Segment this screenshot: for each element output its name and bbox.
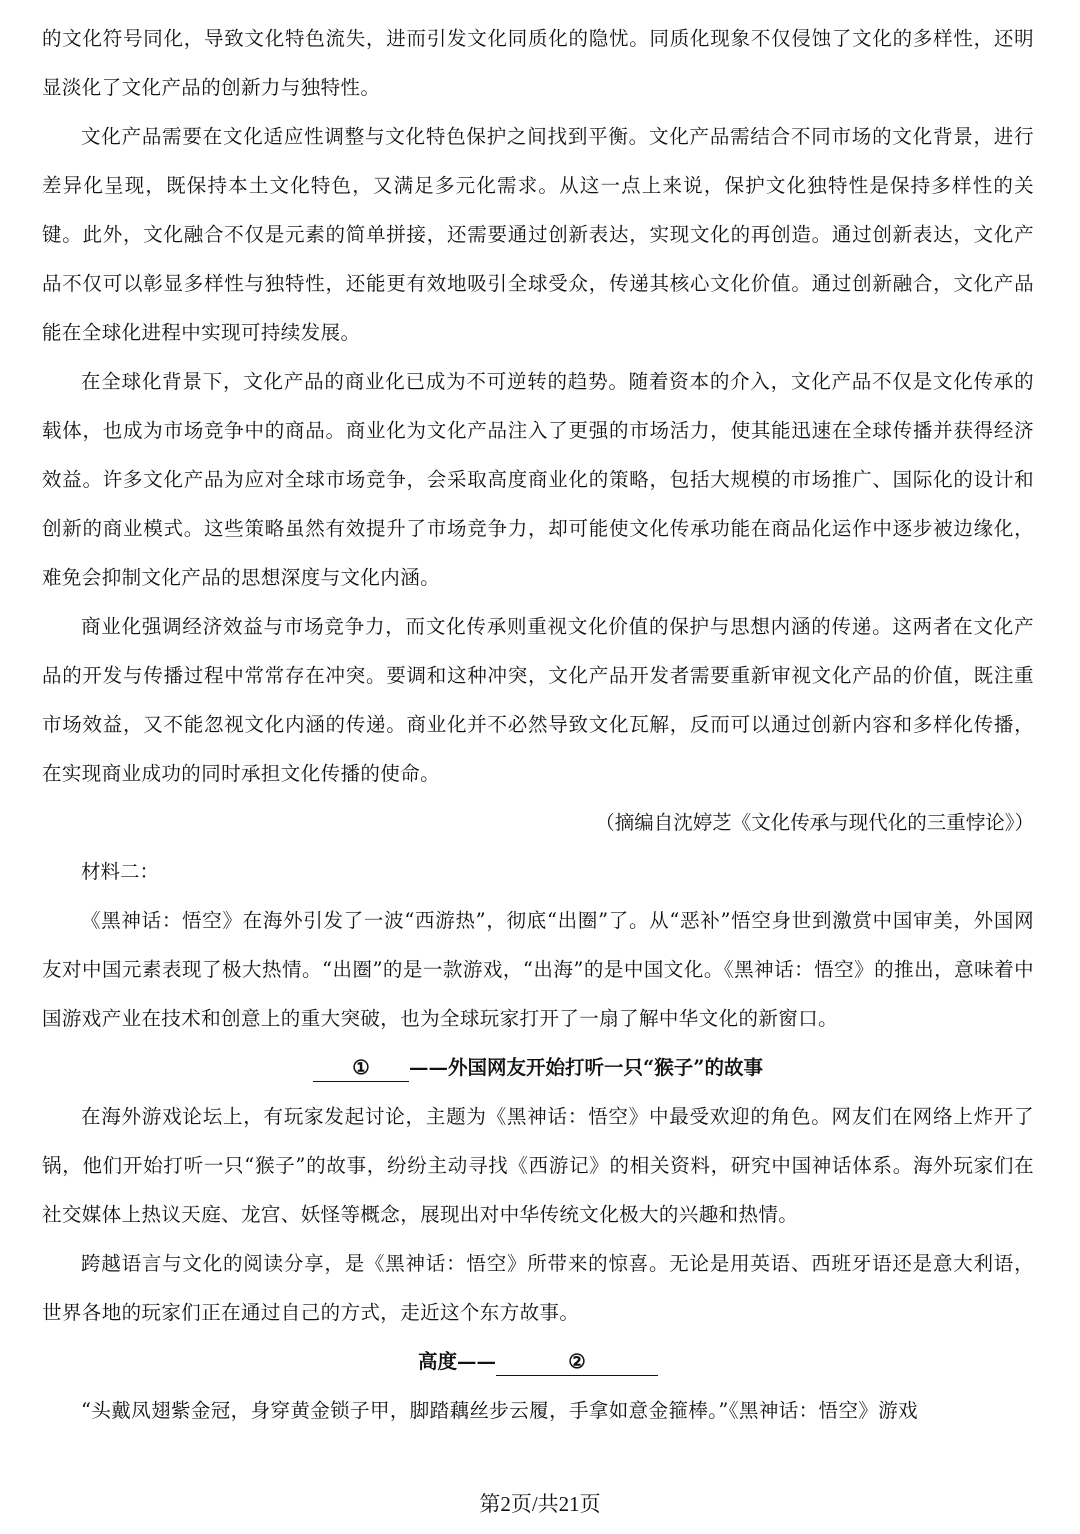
page-footer: 第2页/共21页 bbox=[479, 1492, 601, 1516]
section-heading-1 bbox=[42, 1043, 1034, 1092]
fill-blank-1[interactable]: ① bbox=[313, 1055, 409, 1082]
paragraph-commercialization: 在全球化背景下，文化产品的商业化已成为不可逆转的趋势。随着资本的介入，文化产品不仅是文化传承的载体，也成为市场竞争中的商品。商业化为文化产品注入了更强的市场活力，使其能迅速在全球传播并获得经济效益。许多文化产品为应对全球市场竞争，会采取高度商业化的策略，包括大规模的市场推广、国际化的设计和创新的商业模式。这些策略虽然有效提升了市场竞争力，却可能使文化传承功能在商品化运作中逐步被边缘化，难免会抑制文化产品的思想深度与文化内涵。 bbox=[42, 370, 1034, 589]
section-heading-2 bbox=[42, 1337, 1034, 1386]
section-1-paragraph: 在海外游戏论坛上，有玩家发起讨论，主题为《黑神话：悟空》中最受欢迎的角色。网友们在网络上炸开了锅，他们开始打听一只“猴子”的故事，纷纷主动寻找《西游记》的相关资料，研究中国神话体系。海外玩家们在社交媒体上热议天庭、龙宫、妖怪等概念，展现出对中华传统文化极大的兴趣和热情。 bbox=[42, 1105, 1034, 1226]
source-citation: （摘编自沈婷芝《文化传承与现代化的三重悖论》） bbox=[595, 811, 1034, 834]
document-page bbox=[42, 14, 1034, 1435]
section-2-paragraph: “头戴凤翅紫金冠，身穿黄金锁子甲，脚踏藕丝步云履，手拿如意金箍棒。”《黑神话：悟空》游戏 bbox=[81, 1399, 919, 1422]
paragraph-continuation: 的文化符号同化，导致文化特色流失，进而引发文化同质化的隐忧。同质化现象不仅侵蚀了文化的多样性，还明显淡化了文化产品的创新力与独特性。 bbox=[42, 27, 1034, 99]
paragraph-balance: 文化产品需要在文化适应性调整与文化特色保护之间找到平衡。文化产品需结合不同市场的文化背景，进行差异化呈现，既保持本土文化特色，又满足多元化需求。从这一点上来说，保护文化独特性是保持多样性的关键。此外，文化融合不仅是元素的简单拼接，还需要通过创新表达，实现文化的再创造。通过创新表达，文化产品不仅可以彰显多样性与独特性，还能更有效地吸引全球受众，传递其核心文化价值。通过创新融合，文化产品能在全球化进程中实现可持续发展。 bbox=[42, 125, 1034, 344]
section-1-paragraph: 跨越语言与文化的阅读分享，是《黑神话：悟空》所带来的惊喜。无论是用英语、西班牙语还是意大利语，世界各地的玩家们正在通过自己的方式，走近这个东方故事。 bbox=[42, 1252, 1034, 1324]
paragraph-conflict: 商业化强调经济效益与市场竞争力，而文化传承则重视文化价值的保护与思想内涵的传递。这两者在文化产品的开发与传播过程中常常存在冲突。要调和这种冲突，文化产品开发者需要重新审视文化产品的价值，既注重市场效益，又不能忽视文化内涵的传递。商业化并不必然导致文化瓦解，反而可以通过创新内容和多样化传播，在实现商业成功的同时承担文化传播的使命。 bbox=[42, 615, 1034, 785]
section-heading-2-text: 高度—— bbox=[417, 1350, 496, 1373]
material-two-intro: 《黑神话：悟空》在海外引发了一波“西游热”，彻底“出圈”了。从“恶补”悟空身世到激赏中国审美，外国网友对中国元素表现了极大热情。“出圈”的是一款游戏，“出海”的是中国文化。《黑神话：悟空》的推出，意味着中国游戏产业在技术和创意上的重大突破，也为全球玩家打开了一扇了解中华文化的新窗口。 bbox=[42, 909, 1034, 1030]
fill-blank-2[interactable]: ② bbox=[496, 1349, 658, 1376]
material-two-label: 材料二： bbox=[81, 860, 160, 883]
section-heading-1-text: ——外国网友开始打听一只“猴子”的故事 bbox=[409, 1056, 763, 1079]
